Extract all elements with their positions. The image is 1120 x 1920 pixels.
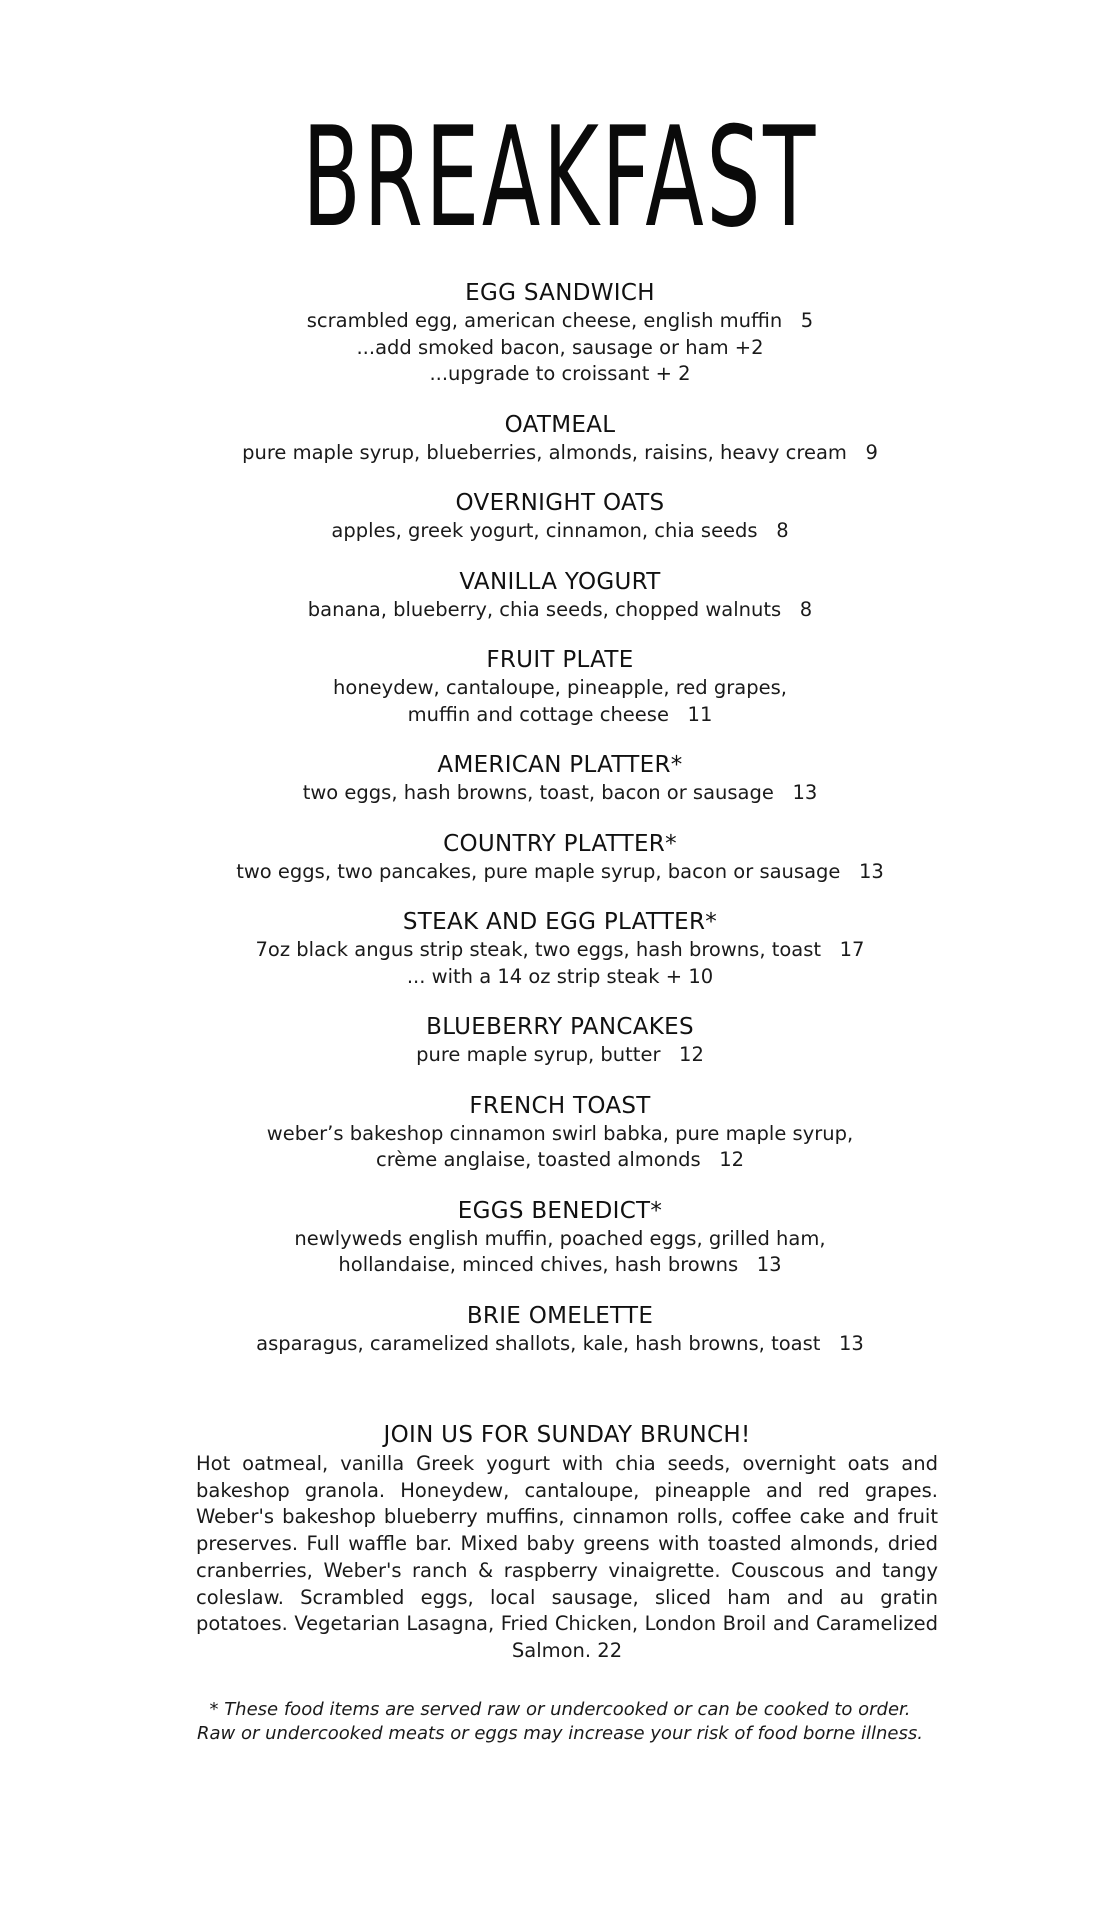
item-description: two eggs, two pancakes, pure maple syrup, bacon or sausage 13 (236, 859, 884, 883)
item-description: pure maple syrup, blueberries, almonds, raisins, heavy cream 9 (242, 440, 878, 464)
item-description: banana, blueberry, chia seeds, chopped walnuts 8 (307, 597, 813, 621)
item-name: BLUEBERRY PANCAKES (426, 1014, 694, 1040)
item-description: apples, greek yogurt, cinnamon, chia seeds 8 (331, 519, 789, 542)
menu-items (0, 278, 1120, 1379)
menu-item (0, 567, 1120, 624)
food-safety-disclaimer (0, 1698, 1120, 1746)
item-description: 7oz black angus strip steak, two eggs, hash browns, toast 17 (255, 938, 865, 961)
menu-item (0, 829, 1120, 886)
menu-item (0, 907, 1120, 990)
item-name: EGGS BENEDICT* (457, 1197, 663, 1224)
menu-item (0, 278, 1120, 388)
item-description: crème anglaise, toasted almonds 12 (375, 1148, 745, 1171)
disclaimer-line: Raw or undercooked meats or eggs may increase your risk of food borne illness. (197, 1723, 923, 1744)
menu-item (0, 1012, 1120, 1069)
item-description: newlyweds english muffin, poached eggs, grilled ham, (294, 1226, 826, 1250)
item-addon: ... with a 14 oz strip steak + 10 (406, 964, 714, 988)
brunch-description: Hot oatmeal, vanilla Greek yogurt with chia seeds, overnight oats and bakeshop granola. Honeydew, cantaloupe, pineapple and red grapes. Weber's bakeshop blueberry muffins, cinnamon rolls, coffee cake and fruit preserves. Full waffle bar. Mixed baby greens with toasted almonds, dried cranberries, Weber's ranch & raspberry vinaigrette. Couscous and tangy coleslaw. Scrambled eggs, local sausage, sliced ham and au gratin potatoes. Vegetarian Lasagna, Fried Chicken, London Broil and Caramelized Salmon. 22 (196, 1452, 938, 1662)
item-description: scrambled egg, american cheese, english muffin 5 (306, 309, 814, 332)
item-description: muffin and cottage cheese 11 (407, 702, 713, 726)
page-title: BREAKFAST (302, 97, 818, 258)
brunch-heading: JOIN US FOR SUNDAY BRUNCH! (383, 1422, 751, 1448)
menu-item (0, 1196, 1120, 1279)
item-name: AMERICAN PLATTER* (437, 752, 683, 778)
item-description: weber’s bakeshop cinnamon swirl babka, pure maple syrup, (266, 1121, 854, 1145)
item-name: EGG SANDWICH (465, 280, 655, 306)
item-name: FRUIT PLATE (486, 647, 634, 673)
menu-item (0, 488, 1120, 545)
item-name: VANILLA YOGURT (459, 568, 661, 595)
menu-item (0, 645, 1120, 728)
item-name: COUNTRY PLATTER* (443, 830, 677, 857)
item-name: FRENCH TOAST (469, 1092, 651, 1119)
disclaimer-line: * These food items are served raw or undercooked or can be cooked to order. (209, 1699, 911, 1720)
item-addon: ...add smoked bacon, sausage or ham +2 (356, 335, 764, 359)
item-description: asparagus, caramelized shallots, kale, hash browns, toast 13 (256, 1331, 864, 1355)
item-addon: ...upgrade to croissant + 2 (429, 362, 691, 385)
item-name: BRIE OMELETTE (466, 1302, 654, 1329)
menu-item (0, 410, 1120, 467)
sunday-brunch-section (196, 1420, 938, 1665)
menu-item (0, 1091, 1120, 1174)
menu-item (0, 750, 1120, 807)
item-description: honeydew, cantaloupe, pineapple, red grapes, (333, 676, 787, 699)
item-description: hollandaise, minced chives, hash browns 13 (338, 1253, 782, 1276)
item-description: pure maple syrup, butter 12 (416, 1043, 704, 1066)
item-description: two eggs, hash browns, toast, bacon or sausage 13 (302, 781, 818, 804)
menu-item (0, 1301, 1120, 1358)
item-name: OATMEAL (504, 411, 616, 438)
item-name: OVERNIGHT OATS (455, 490, 665, 516)
item-name: STEAK AND EGG PLATTER* (402, 909, 718, 935)
